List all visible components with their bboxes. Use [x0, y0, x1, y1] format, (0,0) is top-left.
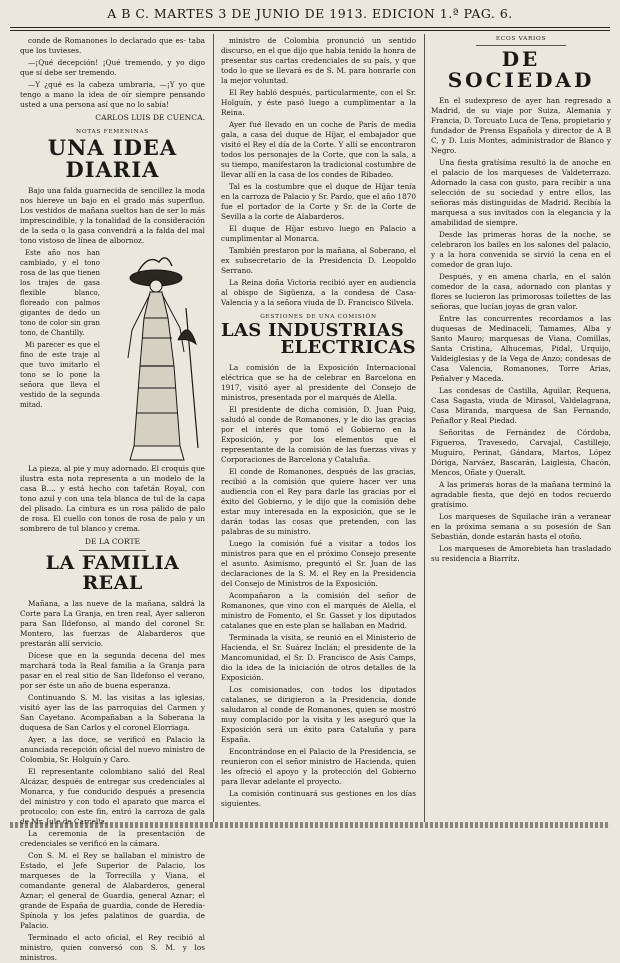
- article-paragraph: Continuando S. M. las visitas a las iglesias, visitó ayer las de las parroquias del Carmen y San Cayetano. Acompañaban a la Soberana la duquesa de San Carlos y el coronel Elorriaga.: [20, 692, 205, 732]
- article-paragraph: Las condesas de Castilla, Aguilar, Requena, Casa Sagasta, viuda de Mirasol, Valdelagrana, Casa Miranda, marquesa de San Fernando, Peñaflor y Real Piedad.: [431, 386, 611, 425]
- article-paragraph: Acompañaron a la comisión del señor de Romanones, que vino con el marqués de Alella, el ministro de Fomento, el Sr. Gasset y los diputados catalanes que en este plan se hallaban en Madrid.: [221, 590, 416, 630]
- column-right: [431, 36, 611, 821]
- article-paragraph: Bajo una falda guarnecida de sencillez la moda nos hiereve un bajo en el grado más superfluo. Los vestidos de mañana sueltos han de ser lo más imprescindible, y la tonalidad de la consideración de la seda o la gasa convendrá a la falda del mal tono vistoso de línea de albornoz.: [20, 186, 205, 246]
- article-paragraph: La comisión de la Exposición Internacional eléctrica que se ha de celebrar en Barcelona en 1917, visitó ayer al presidente del Consejo de ministros, presentada por el marqués de Alella.: [221, 362, 416, 402]
- article-paragraph: El Rey habló después, particularmente, con el Sr. Holguín, y éste pasó luego a cumplimentar a la Reina.: [221, 88, 416, 117]
- divider: [476, 45, 566, 46]
- article-paragraph: La Reina doña Victoria recibió ayer en audiencia al obispo de Sigüenza, a la condesa de Casa-Valencia y a la señora viuda de D. Francisco Silvela.: [221, 278, 416, 307]
- article-paragraph: También prestaron por la mañana, al Soberano, el ex subsecretario de la Presidencia D. Leopoldo Serrano.: [221, 246, 416, 275]
- headline-idea-diaria: UNA IDEA DIARIA: [47, 135, 178, 183]
- article-paragraph: Los marqueses de Squilache irán a veranear en la próxima semana a su posesión de San Sebastián, donde estarán hasta el otoño.: [431, 512, 611, 541]
- section-label-gestiones: GESTIONES DE UNA COMISIÓN: [260, 314, 377, 320]
- article-paragraph: Mi parecer es que el fino de este traje al que tuvo imitarlo el tono se lo pone la señora que lleva el vestido de la segunda mitad.: [20, 341, 100, 410]
- section-label-ecos: ECOS VARIOS: [495, 36, 547, 42]
- article-paragraph: Ayer fué llevado en un coche de París de media gala, a casa del duque de Híjar, el embajador que visitó el Rey el día de la Corte. Y allí se encontraron todos los personajes de la Corte, que con la sala, a su tiempo, manifestaron la tradicional costumbre de llevar allí en la casa de los condes de Ribadeo.: [221, 120, 416, 179]
- article-paragraph: Después, y en amena charla, en el salón comedor de la casa, adornado con plantas y flores se lucieron las primorosas toilettes de las señoras, que lucían joyas de gran valor.: [431, 272, 611, 311]
- illustration-side-text: [20, 248, 100, 464]
- column-divider: [424, 34, 425, 822]
- poem-signature: CARLOS LUIS DE CUENCA.: [95, 113, 205, 122]
- article-paragraph: El duque de Híjar estuvo luego en Palacio a cumplimentar al Monarca.: [221, 224, 416, 243]
- headline-electricas: ELECTRICAS: [280, 336, 416, 358]
- article-paragraph: Los marqueses de Amorebieta han trasladado su residencia a Biarritz.: [431, 544, 611, 563]
- printer-footer-strip: [10, 822, 610, 828]
- article-paragraph: El presidente de dicha comisión, D. Juan Puig, saludó al conde de Romanones, y le dio las gracias por el interés que tomó el Gobierno en la Exposición, y por los elementos que el representante de la comisión de las fuerzas vivas y Corporaciones de Barcelona y Cataluña.: [221, 404, 416, 464]
- article-paragraph: Señoritas de Fernández de Córdoba, Figueroa, Travesedo, Carvajal, Castillejo, Muguiro, Perinat, Gándara, Martos, López Dóriga, Narváez, Bascarán, Laiglesia, Chacón, Mencos, Oñate y Queralt.: [431, 428, 611, 477]
- article-paragraph: A las primeras horas de la mañana terminó la agradable fiesta, que dejó en todos recuerdo gratísimo.: [431, 480, 611, 509]
- article-paragraph: Entre las concurrentes recordamos a las duquesas de Medinaceli, Tamames, Alba y Santo Mauro; marquesas de Viana, Comillas, Santa Cristina, Alhucemas, Pidal, Urquijo, Valdeiglesias y de la Vega de Anzo; condesas de Casa Valencia, Romanones, Torre Arias, Peñalver y Maceda.: [431, 314, 611, 383]
- article-paragraph: Mañana, a las nueve de la mañana, saldrá la Corte para La Granja, en tren real, Ayer salieron para San Ildefonso, al mando del coronel Sr. Montero, las fuerzas de Alabarderos que prestarán allí servicio.: [20, 598, 205, 648]
- masthead: A B C. MARTES 3 DE JUNIO DE 1913. EDICION 1.ª PAG. 6.: [107, 6, 513, 21]
- article-paragraph: Con S. M. el Rey se hallaban el ministro de Estado, el Jefe Superior de Palacio, los marqueses de la Torrecilla y Viana, el comandante general de Alabarderos, general Aznar; el general de Guardia, general Aznar; el grande de España de guardia, conde de Heredia-Spínola y los jefes palatinos de guardia, de Palacio.: [20, 850, 205, 930]
- headline-industrias: LAS INDUSTRIAS: [221, 320, 405, 341]
- header-rule-thin: [10, 30, 610, 31]
- column-middle: [221, 36, 416, 821]
- article-paragraph: Luego la comisión fué a visitar a todos los ministros para que en el próximo Consejo presente el asunto. Asimismo, preguntó el Sr. Juan de las declaraciones de la S. M. el Rey en la Presidencia del Consejo de Ministros de la Exposición.: [221, 538, 416, 588]
- article-paragraph: Los comisionados, con todos los diputados catalanes, se dirigieron a la Presidencia, donde saludaron al conde de Romanones, quien se mostró muy complacido por la visita y les aseguró que la Exposición será un éxito para Cataluña y para España.: [221, 684, 416, 744]
- article-paragraph: Encontrándose en el Palacio de la Presidencia, se reunieron con el señor ministro de Hacienda, quien les ofreció el apoyo y la protección del Gobierno para llevar adelante el proyecto.: [221, 746, 416, 786]
- article-paragraph: ministro de Colombia pronunció un sentido discurso, en el que dijo que había tenido la honra de presentar sus cartas credenciales de su país, y que todo lo que se llevará es de S. M. para honrarle con la mejor voluntad.: [221, 36, 416, 85]
- article-paragraph: Desde las primeras horas de la noche, se celebraron los bailes en los salones del palacio, y a la hora convenida se sirvió la cena en el comedor de gran lujo.: [431, 230, 611, 269]
- article-paragraph: Tal es la costumbre que el duque de Híjar tenía en la carroza de Palacio y Sr. Pardo, que el año 1870 fue el portador de la Corte y Sr. de la Corte de Sevilla a la corte de Alabarderos.: [221, 182, 416, 221]
- article-paragraph: Este año nos han cambiado, y el tono rosa de las que tienen los trajes de gasa flexible blanco, floreado con palmos gigantes de dedo un tono de color sin gran tono, de Chantilly.: [20, 249, 100, 338]
- article-paragraph: Terminada la visita, se reunió en el Ministerio de Hacienda, el Sr. Suárez Inclán; el presidente de la Mancomunidad, el Sr. D. Francisco de Asís Camps, dio la idea de la iniciación de otros detalles de la Exposición.: [221, 632, 416, 682]
- article-paragraph: La comisión continuará sus gestiones en los días siguientes.: [221, 788, 416, 808]
- article-paragraph: El conde de Romanones, después de las gracias, recibió a la comisión que quiere hacer ver una audiencia con el Rey para darle las gracias por el éxito del Gobierno, y le dijo que la comisión debe estar muy interesada en la exposición, que se le darán todas las cosas que pretenden, con las palabras de su ministro.: [221, 466, 416, 536]
- headline-de-sociedad: DE SOCIEDAD: [447, 47, 595, 92]
- poem-line: conde de Romanones lo declarado que es- taba que los tuvieses.: [20, 36, 205, 55]
- article-paragraph: En el sudexpreso de ayer han regresado a Madrid, de su viaje por Suiza, Alemania y Francia, D. Torcuato Luca de Tena, propietario y fundador de Prensa Española y director de A B C, y D. Luis Montes, administrador de Blanco y Negro.: [431, 96, 611, 155]
- column-divider: [213, 34, 214, 822]
- article-paragraph: Terminado el acto oficial, el Rey recibió al ministro, quien conversó con S. M. y los ministros.: [20, 932, 205, 962]
- poem-line: —¡Qué decepción! ¡Qué tremendo, y yo digo que sí debe ser tremendo.: [20, 58, 205, 77]
- article-paragraph: El representante colombiano salió del Real Alcázar, después de entregar sus credenciales al Monarca, y fue conducido después a presencia del ministro y con todo el aparato que marca el protocolo; con este fin, entró la carroza de gala: [20, 766, 205, 816]
- section-label-notas: NOTAS FEMENINAS: [76, 129, 149, 135]
- header-rule: [10, 27, 610, 28]
- section-label-corte: DE LA CORTE: [84, 537, 141, 547]
- poem-line: —Y ¿qué es la cabeza umbraria, —¡Y yo que tengo a mano la idea de oír siempre pensando usted a una persona así que no lo sabía!: [20, 80, 205, 109]
- column-left: [20, 36, 205, 962]
- article-paragraph: La ceremonia de la presentación de credenciales se verificó en la cámara.: [20, 828, 205, 848]
- divider: [79, 550, 146, 551]
- headline-familia-real: LA FAMILIA REAL: [45, 552, 180, 595]
- illustration-block: [20, 248, 205, 464]
- article-paragraph: Ayer, a las doce, se verificó en Palacio la anunciada recepción oficial del nuevo ministro de Colombia, Sr. Holguín y Caro.: [20, 734, 205, 764]
- article-paragraph: La pieza, al pie y muy adornado. El croquis que ilustra esta nota representa a un modelo de la casa B.... y está hecho con tafetán Royal, con tono azul y con una tela blanca de tul de la capa del plisado. La cintura es un rosa pálido de palo de rosa. El cuello con tonos de rosa de palo y un sombrero de tul blanco y crema.: [20, 464, 205, 534]
- article-paragraph: Una fiesta gratísima resultó la de anoche en el palacio de los marqueses de Valdeterrazo. Adornado la casa con gusto, para recibir a una selección de su sociedad y entre ellos, las señoras más distinguidas de Madrid. Recibía la marquesa a sus invitados con la elegancia y la amabilidad de siempre.: [431, 158, 611, 227]
- fashion-illustration: [104, 248, 205, 464]
- article-paragraph: Dícese que en la segunda decena del mes marchará toda la Real familia a la Granja para pasar en el real sitio de San Ildefonso el verano, por ser éste un año de buena esperanza.: [20, 650, 205, 690]
